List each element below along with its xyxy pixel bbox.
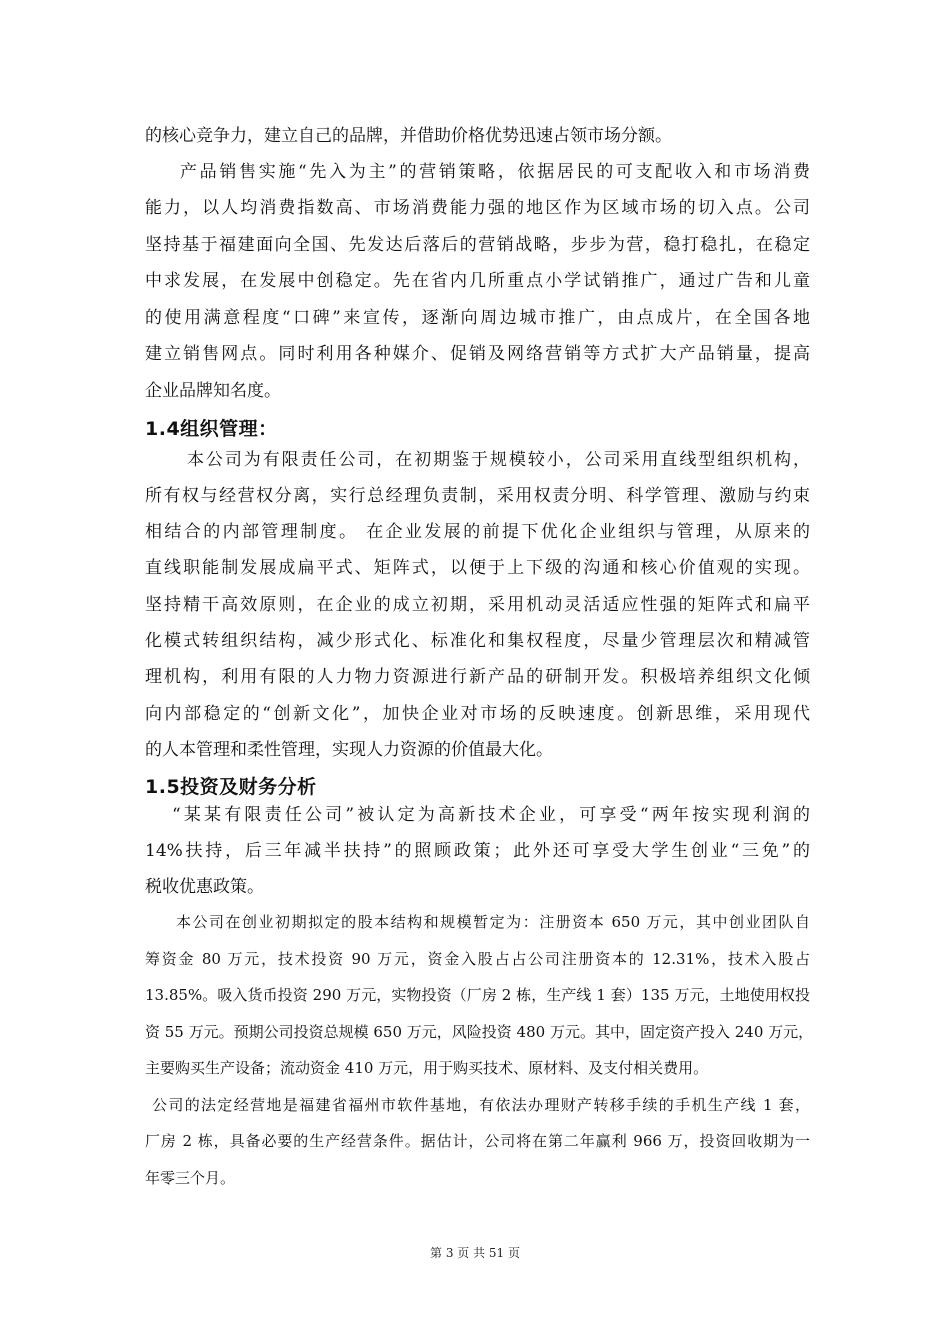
- body-text-line: 坚持精干高效原则，在企业的成立初期，采用机动灵活适应性强的矩阵式和扁平: [145, 595, 810, 615]
- body-text-line: 年零三个月。: [145, 1169, 236, 1187]
- body-text-line: 产品销售实施“先入为主”的营销策略，依据居民的可支配收入和市场消费: [180, 162, 810, 182]
- body-text-line: 建立销售网点。同时利用各种媒介、促销及网络营销等方式扩大产品销量，提高: [145, 344, 810, 364]
- body-text-line: “某某有限责任公司”被认定为高新技术企业，可享受“两年按实现利润的: [172, 805, 810, 825]
- body-text-line: 税收优惠政策。: [145, 877, 264, 897]
- body-text-line: 直线职能制发展成扁平式、矩阵式，以便于上下级的沟通和核心价值观的实现。: [145, 558, 810, 578]
- body-text-line: 的人本管理和柔性管理，实现人力资源的价值最大化。: [145, 740, 553, 760]
- body-text-line: 本公司在创业初期拟定的股本结构和规模暂定为：注册资本 650 万元，其中创业团队自: [176, 913, 810, 931]
- body-text-line: 坚持基于福建面向全国、先发达后落后的营销战略，步步为营，稳打稳扎，在稳定: [145, 235, 810, 255]
- body-text-line: 本公司为有限责任公司，在初期鉴于规模较小，公司采用直线型组织机构，: [187, 450, 810, 470]
- body-text-line: 14%扶持，后三年减半扶持”的照顾政策；此外还可享受大学生创业“三免”的: [145, 841, 810, 861]
- body-text-line: 筹资金 80 万元，技术投资 90 万元，资金入股占占公司注册资本的 12.31%，技术入股占: [145, 950, 810, 968]
- body-text-line: 公司的法定经营地是福建省福州市软件基地，有依法办理财产转移手续的手机生产线 1 套，: [152, 1096, 810, 1114]
- body-text-line: 向内部稳定的“创新文化”，加快企业对市场的反映速度。创新思维，采用现代: [145, 704, 810, 724]
- section-heading-1-5: 1.5投资及财务分析: [145, 776, 317, 798]
- body-text-line: 主要购买生产设备；流动资金 410 万元，用于购买技术、原材料、及支付相关费用。: [145, 1059, 709, 1077]
- body-text-line: 理机构，利用有限的人力物力资源进行新产品的研制开发。积极培养组织文化倾: [145, 667, 810, 687]
- body-text-line: 的使用满意程度“口碑”来宣传，逐渐向周边城市推广，由点成片，在全国各地: [145, 308, 810, 328]
- section-heading-1-4: 1.4组织管理：: [145, 418, 278, 440]
- body-text-line: 所有权与经营权分离，实行总经理负责制，采用权责分明、科学管理、激励与约束: [145, 486, 810, 506]
- page-number-footer: 第 3 页 共 51 页: [430, 1246, 520, 1260]
- body-text-line: 中求发展，在发展中创稳定。先在省内几所重点小学试销推广，通过广告和儿童: [145, 271, 810, 291]
- body-text-line: 资 55 万元。预期公司投资总规模 650 万元，风险投资 480 万元。其中，固定资产投入 240 万元，: [145, 1023, 814, 1041]
- body-text-line: 厂房 2 栋，具备必要的生产经营条件。据估计，公司将在第二年赢利 966 万，投资回收期为一: [145, 1132, 810, 1150]
- body-text-line: 企业品牌知名度。: [145, 381, 281, 401]
- body-text-line: 化模式转组织结构，减少形式化、标准化和集权程度，尽量少管理层次和精减管: [145, 631, 810, 651]
- body-text-line: 能力，以人均消费指数高、市场消费能力强的地区作为区域市场的切入点。公司: [145, 198, 810, 218]
- body-text-line: 相结合的内部管理制度。 在企业发展的前提下优化企业组织与管理，从原来的: [145, 522, 810, 542]
- body-text-line: 13.85%。吸入货币投资 290 万元，实物投资（厂房 2 栋，生产线 1 套）135 万元，土地使用权投: [145, 986, 810, 1004]
- body-text-line: 的核心竞争力，建立自己的品牌，并借助价格优势迅速占领市场分额。: [145, 126, 672, 146]
